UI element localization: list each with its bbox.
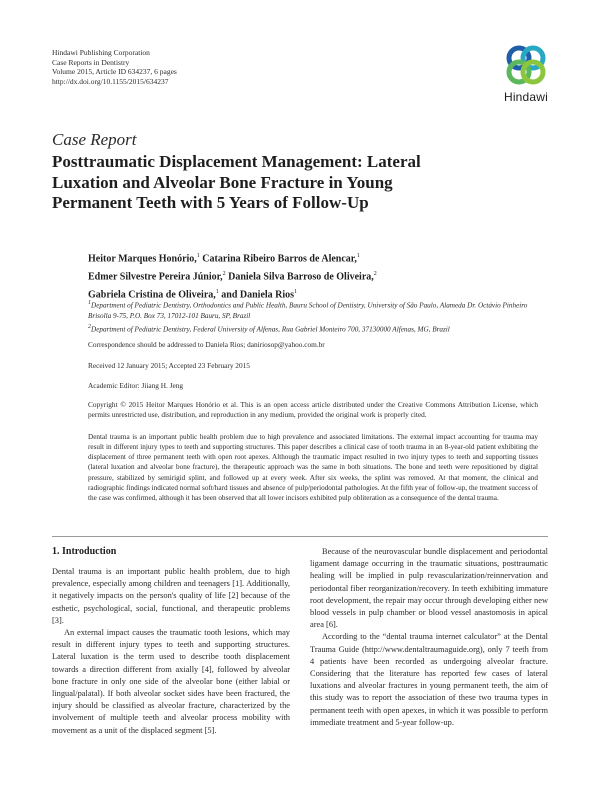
author-name: Gabriela Cristina de Oliveira, bbox=[88, 288, 216, 300]
author-affil-mark: 1 bbox=[356, 253, 360, 259]
correspondence: Correspondence should be addressed to Daniela Rios; daniriosop@yahoo.com.br bbox=[88, 340, 325, 349]
author-name: Edmer Silvestre Pereira Júnior, bbox=[88, 271, 223, 283]
right-column bbox=[310, 546, 548, 729]
author-name: Daniela Silva Barroso de Oliveira, bbox=[228, 271, 374, 283]
affiliation-item bbox=[88, 298, 536, 322]
volume-info: Volume 2015, Article ID 634237, 6 pages bbox=[52, 67, 177, 77]
author-affil-mark: 1 bbox=[215, 288, 219, 295]
academic-editor: Academic Editor: Jiiang H. Jeng bbox=[88, 381, 184, 390]
affiliation-mark: 1 bbox=[88, 300, 91, 306]
author-list bbox=[88, 249, 528, 302]
section-heading: 1. Introduction bbox=[52, 546, 117, 557]
journal-name: Case Reports in Dentistry bbox=[52, 57, 130, 67]
author-affil-mark: 2 bbox=[373, 270, 377, 277]
affiliations bbox=[88, 298, 536, 336]
body-paragraph: An external impact causes the traumatic tooth lesions, which may result in different injury types to teeth and supporting structures. Lateral luxation is the term used to describe tooth displacement towards a direction different from axially [4], followed by alveolar bone fracture in only one side of the alveolar bone (either labial or lingual/palatal). If both alveolar socket sides have been fractured, the injury should be classified as alveolar fracture, characterized by the involvement of multiple teeth and alveolar process mobility with movement as a unit of the displaced segment [5]. bbox=[52, 628, 290, 735]
left-column bbox=[52, 566, 290, 737]
article-title: Posttraumatic Displacement Management: Lateral Luxation and Alveolar Bone Fracture in Young Permanent Teeth with 5 Years of Follow-Up bbox=[52, 152, 421, 212]
author-affil-mark: 1 bbox=[294, 288, 298, 295]
body-paragraph: According to the “dental trauma internet calculator” at the Dental Trauma Guide (http://www.dentaltraumaguide.org), only 7 teeth from 4 patients have been recorded as undergoing alveolar fracture. Considering that the literature has reported few cases of lateral luxations and alveolar fractures in young permanent teeth, the aim of this study was to report the association of these two trauma types in permanent teeth with open apexes, in which it was possible to perform immediate treatment and 5-year follow-up. bbox=[310, 632, 548, 727]
section-divider bbox=[52, 536, 548, 537]
affiliation-text: Department of Pediatric Dentistry, Federal University of Alfenas, Rua Gabriel Monteiro 700, 37130000 Alfenas, MG, Brazil bbox=[91, 325, 450, 334]
hindawi-logo bbox=[496, 42, 556, 104]
affiliation-text: Department of Pediatric Dentistry, Orthodontics and Public Health, Bauru School of Dentistry, University of São Paulo, Alameda Dr. Octávio Pinheiro Brisolla 9-75, P.O. Box 73, 17012-101 Bauru, SP, Brazil bbox=[88, 301, 528, 321]
body-paragraph: Because of the neurovascular bundle displacement and periodontal ligament damage occurring in the traumatic situations, posttraumatic healing will be implied in pulp revascularization/reinnervation and periodontal fiber reorganization/recovery. In teeth exhibiting immature root development, the repair may occur through developing either new blood vessels in pulp chamber or blood vessel anastomosis in apical area [6]. bbox=[310, 547, 548, 630]
doi-link[interactable]: http://dx.doi.org/10.1155/2015/634237 bbox=[52, 76, 169, 86]
publisher-name: Hindawi Publishing Corporation bbox=[52, 48, 150, 57]
body-paragraph: Dental trauma is an important public health problem, due to high prevalence, especially among children and teenagers [1]. Additionally, it negatively impacts on the person's quality of life [2] because of the esthetic, psychological, social, functional, and therapeutic problems [3]. bbox=[52, 567, 290, 625]
hindawi-logo-icon bbox=[496, 42, 556, 90]
author-affil-mark: 2 bbox=[222, 270, 226, 277]
author-name: Heitor Marques Honório, bbox=[88, 253, 197, 265]
affiliation-item bbox=[88, 322, 536, 335]
abstract: Dental trauma is an important public health problem due to high prevalence and associated limitations. The external impact accounting for trauma may result in different injury types to teeth and supporting structures. This paper describes a clinical case of tooth trauma in an 8-year-old patient exhibiting the displacement of three permanent teeth with open root apexes. Although the traumatic impact resulted in two injury types to teeth and supporting tissues (lateral luxation and alveolar bone fracture), the therapeutic approach was the same in both situations. The bone and teeth were repositioned by digital pressure, stabilized by semirigid splint, and followed up at every week. After six weeks, the splint was removed. At that moment, the clinical and radiographic findings indicated normal soft/hard tissues and absence of pulp/periodontal pathologies. At the fifth year of follow-up, the treatment success of the case was confirmed, although it has been observed that all lower incisors exhibited pulp obliteration as a consequence of the dental trauma. bbox=[88, 433, 538, 502]
article-type: Case Report bbox=[52, 130, 137, 149]
affiliation-mark: 2 bbox=[88, 324, 91, 331]
author-name: and Daniela Rios bbox=[221, 288, 295, 300]
author-affil-mark: 1 bbox=[196, 253, 200, 259]
header-metadata bbox=[52, 48, 177, 86]
received-accepted-dates: Received 12 January 2015; Accepted 23 February 2015 bbox=[88, 361, 250, 370]
hindawi-logo-text: Hindawi bbox=[503, 90, 549, 104]
copyright-notice: Copyright © 2015 Heitor Marques Honório et al. This is an open access article distributed under the Creative Commons Attribution License, which permits unrestricted use, distribution, and reproduction in any medium, provided the original work is properly cited. bbox=[88, 400, 538, 420]
author-name: Catarina Ribeiro Barros de Alencar, bbox=[202, 253, 357, 265]
